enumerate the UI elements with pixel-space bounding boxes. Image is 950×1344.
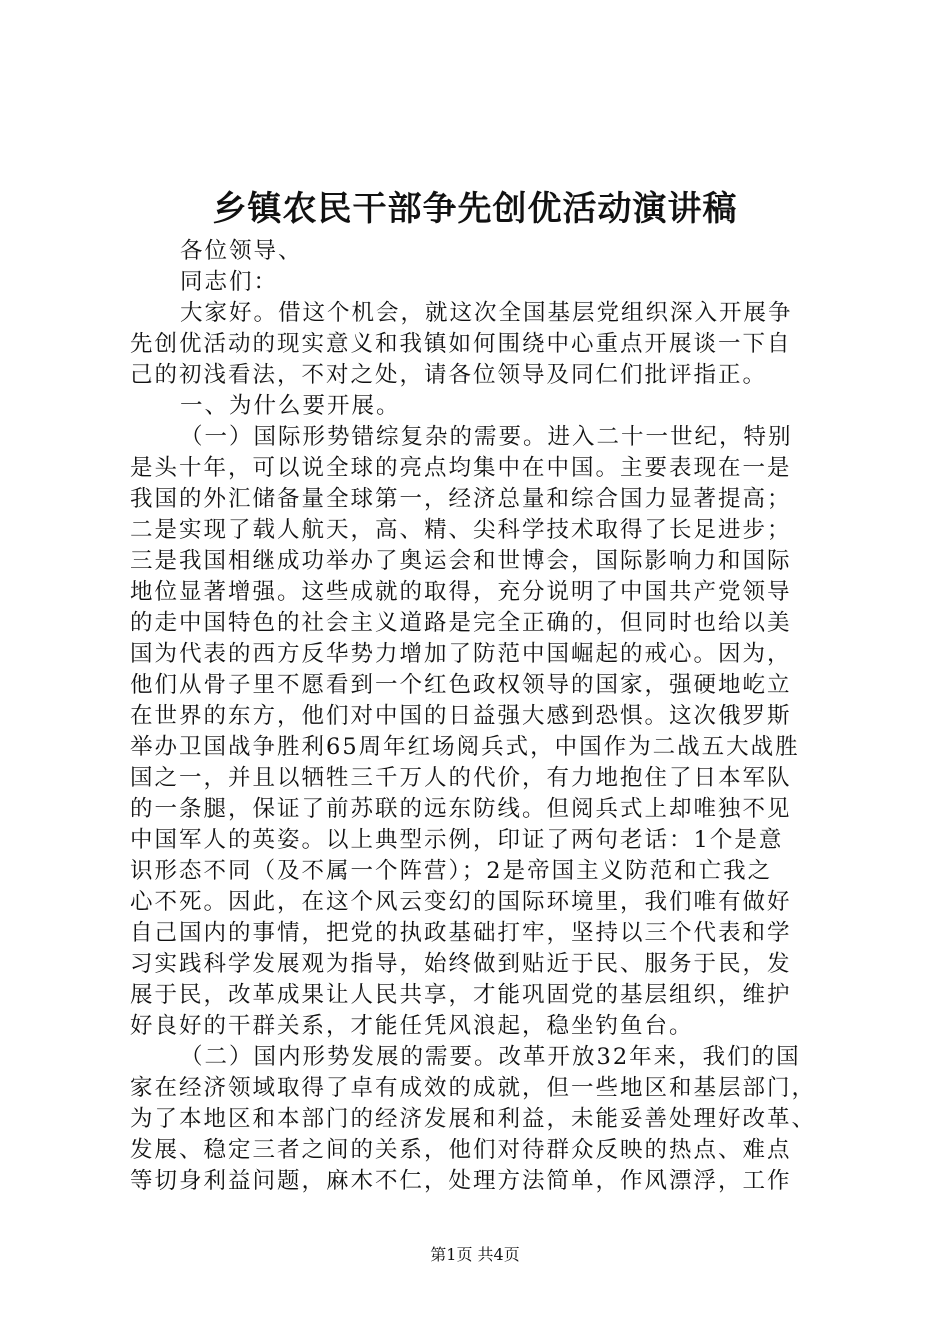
paragraph-line: 我国的外汇储备量全球第一，经济总量和综合国力显著提高； [130, 486, 792, 512]
paragraph-line: 三是我国相继成功举办了奥运会和世博会，国际影响力和国际 [130, 548, 792, 574]
paragraph-line: 中国军人的英姿。以上典型示例，印证了两句老话：1个是意 [130, 827, 784, 853]
paragraph-line: 举办卫国战争胜利65周年红场阅兵式，中国作为二战五大战胜 [130, 734, 800, 760]
paragraph-line: 自己国内的事情，把党的执政基础打牢，坚持以三个代表和学 [130, 920, 792, 946]
page-number-footer: 第1页 共4页 [430, 1245, 520, 1264]
paragraph-line: 地位显著增强。这些成就的取得，充分说明了中国共产党领导 [130, 579, 792, 605]
paragraph-line: 好良好的干群关系，才能任凭风浪起，稳坐钓鱼台。 [130, 1013, 694, 1039]
paragraph-line: 心不死。因此，在这个风云变幻的国际环境里，我们唯有做好 [130, 889, 792, 915]
paragraph-line: （一）国际形势错综复杂的需要。进入二十一世纪，特别 [180, 424, 793, 450]
paragraph-line: （二）国内形势发展的需要。改革开放32年来，我们的国 [180, 1044, 801, 1070]
document-title: 乡镇农民干部争先创优活动演讲稿 [212, 189, 738, 229]
paragraph-line: 先创优活动的现实意义和我镇如何围绕中心重点开展谈一下自 [130, 331, 792, 357]
document-body [130, 236, 830, 1197]
paragraph-line: 等切身利益问题，麻木不仁，处理方法简单，作风漂浮，工作 [130, 1168, 792, 1194]
paragraph-line: 展于民，改革成果让人民共享，才能巩固党的基层组织，维护 [130, 982, 792, 1008]
paragraph-line: 家在经济领域取得了卓有成效的成就，但一些地区和基层部门， [130, 1075, 817, 1101]
section-heading: 一、为什么要开展。 [180, 393, 401, 419]
paragraph-line: 识形态不同（及不属一个阵营）；2是帝国主义防范和亡我之 [130, 858, 773, 884]
paragraph-line: 二是实现了载人航天，高、精、尖科学技术取得了长足进步； [130, 517, 792, 543]
paragraph-line: 国之一，并且以牺牲三千万人的代价，有力地抱住了日本军队 [130, 765, 792, 791]
paragraph-line: 己的初浅看法，不对之处，请各位领导及同仁们批评指正。 [130, 362, 768, 388]
paragraph-line: 的一条腿，保证了前苏联的远东防线。但阅兵式上却唯独不见 [130, 796, 792, 822]
paragraph-line: 发展、稳定三者之间的关系，他们对待群众反映的热点、难点 [130, 1137, 792, 1163]
paragraph-line: 在世界的东方，他们对中国的日益强大感到恐惧。这次俄罗斯 [130, 703, 792, 729]
paragraph-line: 国为代表的西方反华势力增加了防范中国崛起的戒心。因为， [130, 641, 792, 667]
greeting-line: 各位领导、 [180, 238, 303, 264]
paragraph-line: 他们从骨子里不愿看到一个红色政权领导的国家，强硬地屹立 [130, 672, 792, 698]
greeting-line: 同志们： [180, 269, 279, 295]
paragraph-line: 为了本地区和本部门的经济发展和利益，未能妥善处理好改革、 [130, 1106, 817, 1132]
paragraph-line: 是头十年，可以说全球的亮点均集中在中国。主要表现在一是 [130, 455, 792, 481]
paragraph-line: 习实践科学发展观为指导，始终做到贴近于民、服务于民，发 [130, 951, 792, 977]
paragraph-line: 大家好。借这个机会，就这次全国基层党组织深入开展争 [180, 300, 793, 326]
paragraph-line: 的走中国特色的社会主义道路是完全正确的，但同时也给以美 [130, 610, 792, 636]
